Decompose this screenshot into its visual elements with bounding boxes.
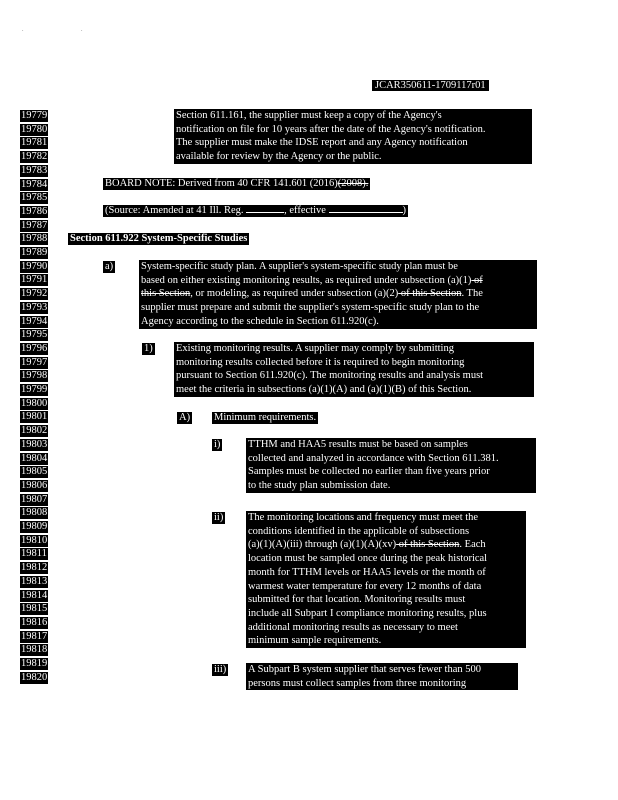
item-iii-label: iii) [214, 664, 227, 675]
line-number: 19782 [21, 151, 48, 163]
line-number: 19780 [21, 123, 48, 135]
item-ii-label: ii) [214, 512, 224, 523]
paragraph-line: The supplier must make the IDSE report and any Agency notification [176, 137, 468, 149]
item-ii-line: (a)(1)(A)(iii) through (a)(1)(A)(xv) of this Section. Each [248, 539, 486, 551]
item-i-line: Samples must be collected no earlier than five years prior [248, 466, 490, 478]
paragraph-line: notification on file for 10 years after the date of the Agency's notification. [176, 123, 486, 135]
line-number: 19808 [21, 507, 48, 519]
line-number: 19803 [21, 438, 48, 450]
item-ii-line: additional monitoring results as necessary to meet [248, 621, 458, 633]
line-number: 19779 [21, 110, 48, 121]
item-ii-line: conditions identified in the applicable of subsections [248, 525, 470, 537]
line-number: 19812 [21, 562, 48, 574]
line-number: 19820 [21, 671, 48, 683]
item-i-line: collected and analyzed in accordance with Section 611.381. [248, 452, 499, 464]
line-number: 19795 [21, 329, 48, 341]
item-1-label: 1) [144, 343, 153, 354]
line-number: 19785 [21, 192, 48, 204]
source-line [103, 205, 408, 217]
source-effective-blank [329, 212, 403, 213]
item-a-line: supplier must prepare and submit the supplier's system-specific study plan to the [141, 302, 480, 314]
item-iii-line: persons must collect samples from three monitoring [248, 677, 467, 689]
line-number: 19816 [21, 616, 48, 628]
line-number: 19819 [21, 658, 48, 669]
source-suffix: ) [402, 205, 407, 216]
paragraph-line: Section 611.161, the supplier must keep a copy of the Agency's [176, 110, 442, 121]
item-i-line: to the study plan submission date. [248, 480, 391, 492]
item-A-label: A) [179, 412, 191, 423]
section-heading: Section 611.922 System-Specific Studies [70, 233, 248, 244]
item-ii-line: include all Subpart I compliance monitoring results, plus [248, 607, 487, 619]
line-number: 19781 [21, 137, 48, 149]
source-mid: , effective [284, 205, 329, 216]
item-iii-line: A Subpart B system supplier that serves fewer than 500 [248, 664, 481, 675]
paragraph-line: available for review by the Agency or the public. [176, 151, 382, 163]
line-number: 19807 [21, 493, 48, 505]
line-number: 19792 [21, 288, 48, 300]
item-A-text: Minimum requirements. [214, 412, 317, 423]
line-number: 19786 [21, 205, 48, 217]
scan-marks: . . [22, 27, 111, 33]
item-1-line: pursuant to Section 611.920(c). The monitoring results and analysis must [176, 370, 484, 382]
board-note-text: BOARD NOTE: Derived from 40 CFR 141.601 (2016) [105, 178, 338, 189]
item-a-text [139, 260, 537, 329]
line-number: 19815 [21, 603, 48, 615]
line-number: 19788 [21, 233, 48, 245]
line-number: 19802 [21, 425, 48, 437]
line-number: 19793 [21, 301, 48, 313]
line-number: 19794 [21, 315, 48, 327]
line-number: 19805 [21, 466, 48, 478]
board-note-struck: (2008). [337, 178, 369, 189]
line-number: 19801 [21, 411, 48, 423]
item-ii-text [246, 511, 526, 648]
line-number: 19799 [21, 384, 48, 395]
line-number: 19817 [21, 630, 48, 642]
line-number: 19796 [21, 342, 48, 354]
item-ii-line: location must be sampled once during the peak historical [248, 553, 488, 565]
line-number: 19810 [21, 534, 48, 546]
item-iii-text [246, 663, 518, 690]
item-i-label: i) [214, 439, 221, 450]
item-a-line: based on either existing monitoring results, as required under subsection (a)(1) of [141, 274, 483, 286]
line-number: 19783 [21, 164, 48, 176]
item-1-text [174, 342, 534, 397]
item-a-line: this Section, or modeling, as required under subsection (a)(2) of this Section. The [141, 288, 483, 300]
line-number: 19791 [21, 274, 48, 286]
line-number: 19809 [21, 521, 48, 532]
line-number: 19790 [21, 260, 48, 272]
line-number: 19804 [21, 452, 48, 464]
item-ii-line: minimum sample requirements. [248, 635, 382, 647]
item-a-line: Agency according to the schedule in Section 611.920(c). [141, 315, 379, 327]
item-i-line: TTHM and HAA5 results must be based on samples [248, 439, 468, 450]
source-date-blank [246, 212, 284, 213]
item-1-line: monitoring results collected before it is required to begin monitoring [176, 356, 465, 368]
item-1-line: Existing monitoring results. A supplier may comply by submitting [176, 343, 454, 354]
item-1-line: meet the criteria in subsections (a)(1)(A) and (a)(1)(B) of this Section. [176, 384, 472, 396]
item-ii-line: month for TTHM levels or HAA5 levels or the month of [248, 566, 486, 578]
retention-paragraph [174, 109, 532, 164]
item-ii-line: The monitoring locations and frequency must meet the [248, 512, 479, 523]
item-ii-line: submitted for that location. Monitoring results must [248, 594, 466, 606]
document-code: JCAR350611-1709117r01 [372, 80, 489, 91]
line-number: 19800 [21, 397, 48, 409]
line-number: 19806 [21, 479, 48, 491]
item-a-line: System-specific study plan. A supplier's system-specific study plan must be [141, 261, 458, 272]
source-prefix: (Source: Amended at 41 Ill. Reg. [105, 205, 247, 216]
line-number: 19789 [21, 247, 48, 258]
board-note [103, 178, 370, 190]
line-number: 19814 [21, 589, 48, 601]
line-number: 19787 [21, 219, 48, 231]
line-number: 19784 [21, 178, 48, 190]
item-i-text [246, 438, 536, 493]
item-a-label: a) [105, 261, 114, 272]
line-number: 19811 [21, 548, 47, 560]
line-number: 19813 [21, 575, 48, 587]
line-number: 19818 [21, 644, 48, 656]
line-number: 19798 [21, 370, 48, 382]
line-number: 19797 [21, 356, 48, 368]
item-ii-line: warmest water temperature for every 12 months of data [248, 580, 482, 592]
